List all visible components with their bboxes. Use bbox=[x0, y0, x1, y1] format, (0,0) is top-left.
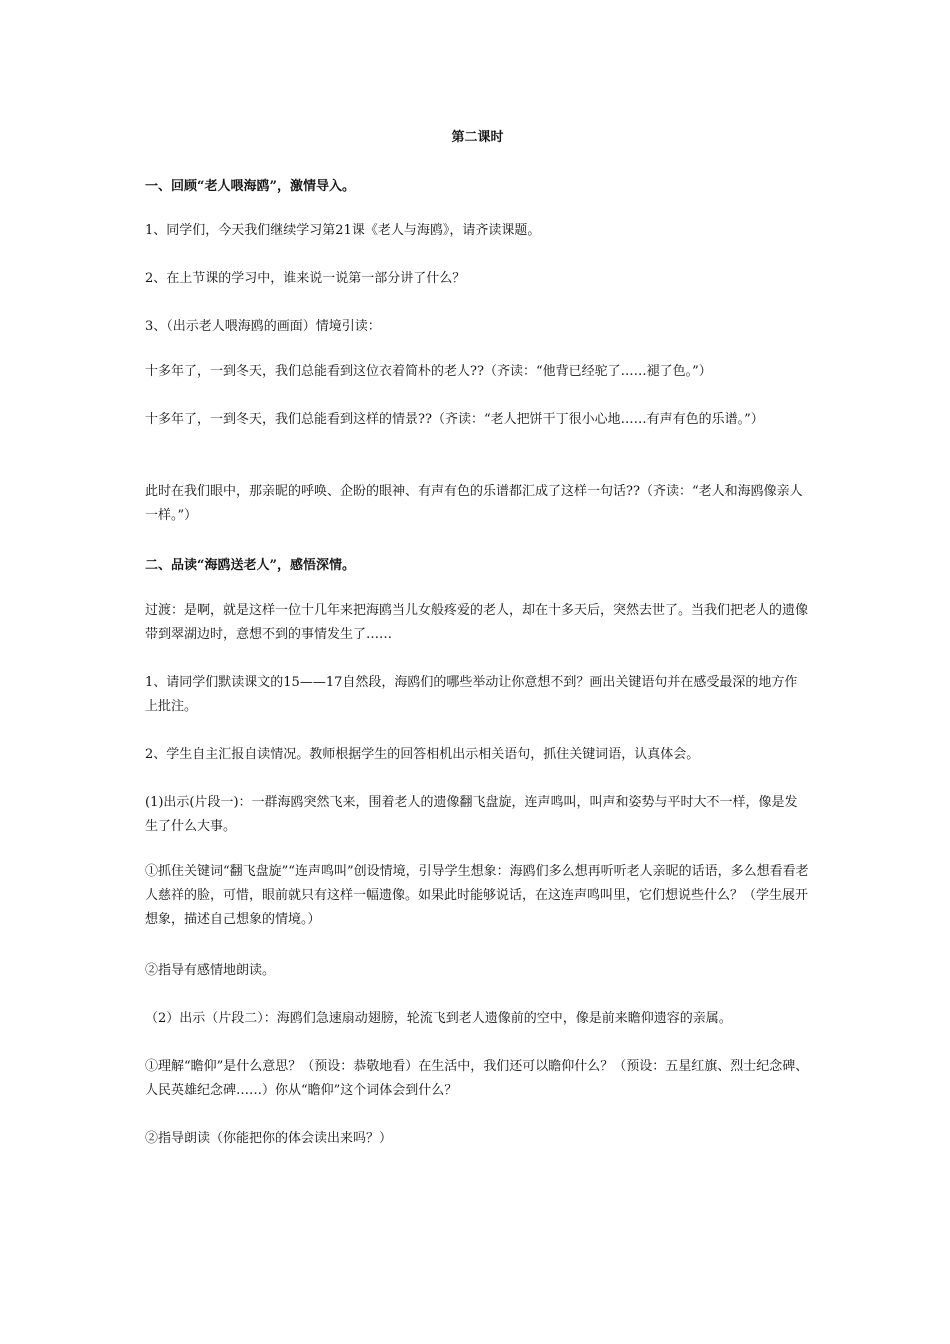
paragraph: 1、请同学们默读课文的15——17自然段，海鸥们的哪些举动让你意想不到？画出关键语句并在感受最深的地方作上批注。 bbox=[145, 675, 798, 714]
paragraph: ②指导有感情地朗读。 bbox=[145, 963, 276, 978]
section-heading-2: 二、品读“海鸥送老人”，感悟深情。 bbox=[145, 558, 355, 573]
paragraph: ①理解“瞻仰”是什么意思？（预设：恭敬地看）在生活中，我们还可以瞻仰什么？（预设：五星红旗、烈士纪念碑、人民英雄纪念碑……）你从“瞻仰”这个词体会到什么？ bbox=[145, 1059, 809, 1098]
paragraph: (1)出示(片段一)：一群海鸥突然飞来，围着老人的遗像翻飞盘旋，连声鸣叫，叫声和姿势与平时大不一样，像是发生了什么大事。 bbox=[145, 795, 798, 834]
paragraph: 过渡：是啊，就是这样一位十几年来把海鸥当儿女般疼爱的老人，却在十多天后，突然去世了。当我们把老人的遗像带到翠湖边时，意想不到的事情发生了…… bbox=[145, 603, 809, 642]
paragraph: 此时在我们眼中，那亲昵的呼唤、企盼的眼神、有声有色的乐谱都汇成了这样一句话??（齐读：“老人和海鸥像亲人一样。”） bbox=[145, 484, 803, 523]
paragraph: ②指导朗读（你能把你的体会读出来吗？） bbox=[145, 1131, 393, 1146]
paragraph: 1、同学们，今天我们继续学习第21课《老人与海鸥》，请齐读课题。 bbox=[145, 223, 541, 238]
document-page bbox=[145, 0, 810, 1344]
paragraph: 十多年了，一到冬天，我们总能看到这位衣着简朴的老人??（齐读：“他背已经驼了……褪了色。”） bbox=[145, 364, 712, 379]
section-heading-1: 一、回顾“老人喂海鸥”，激情导入。 bbox=[145, 179, 355, 194]
paragraph: 2、学生自主汇报自读情况。教师根据学生的回答相机出示相关语句，抓住关键词语，认真体会。 bbox=[145, 747, 700, 762]
paragraph: 2、在上节课的学习中，谁来说一说第一部分讲了什么？ bbox=[145, 271, 466, 286]
paragraph: 十多年了，一到冬天，我们总能看到这样的情景??（齐读：“老人把饼干丁很小心地……有声有色的乐谱。”） bbox=[145, 412, 764, 427]
paragraph: （2）出示（片段二）：海鸥们急速扇动翅膀，轮流飞到老人遗像前的空中，像是前来瞻仰遗容的亲属。 bbox=[145, 1011, 732, 1026]
paragraph: 3、（出示老人喂海鸥的画面）情境引读： bbox=[145, 319, 381, 334]
paragraph: ①抓住关键词“翻飞盘旋”“连声鸣叫”创设情境，引导学生想象：海鸥们多么想再听听老人亲昵的话语，多么想看看老人慈祥的脸，可惜，眼前就只有这样一幅遗像。如果此时能够说话，在这连声鸣叫里，它们想说些什么？（学生展开想象，描述自己想象的情境。） bbox=[145, 864, 809, 927]
page-title: 第二课时 bbox=[451, 130, 504, 145]
